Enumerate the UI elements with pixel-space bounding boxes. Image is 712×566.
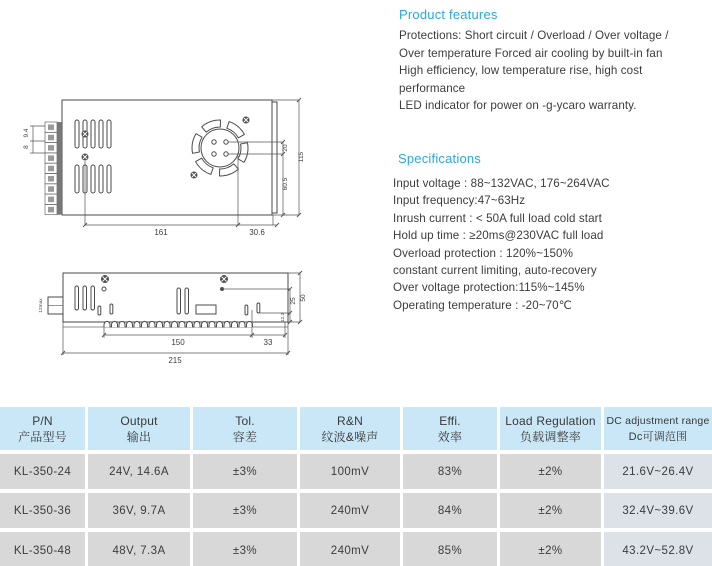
dim-label-30-6: 30.6 [249, 228, 265, 237]
product-features-section [399, 7, 711, 115]
dim-label-50: 50 [300, 294, 307, 302]
feature-line: Protections: Short circuit / Overload / Over voltage / [399, 29, 669, 42]
dim-label-12max: 12max [39, 298, 44, 313]
cell-pn: KL-350-36 [0, 493, 85, 528]
col-header-efficiency: Effi. 效率 [403, 407, 497, 450]
cell-effi: 83% [403, 454, 497, 489]
spec-line: Hold up time : ≥20ms@230VAC full load [393, 229, 604, 243]
cell-effi: 85% [403, 532, 497, 566]
cell-effi: 84% [403, 493, 497, 528]
cell-tol: ±3% [193, 454, 297, 489]
terminal-protrusion [38, 297, 63, 314]
feature-line: LED indicator for power on -g-ycaro warranty. [399, 99, 637, 112]
dim-label-215: 215 [168, 356, 182, 365]
spec-line: Over voltage protection:115%~145% [393, 281, 585, 295]
col-header-load-regulation: Load Regulation 负载调整率 [500, 407, 601, 450]
model-spec-table [0, 407, 712, 566]
dim-label-161: 161 [154, 228, 168, 237]
cell-dc-range: 21.6V~26.4V [604, 454, 712, 489]
dim-label-33: 33 [263, 338, 273, 347]
dim-label-8: 8 [23, 145, 30, 149]
spec-line: Operating temperature : -20~70℃ [393, 298, 572, 312]
spec-line: constant current limiting, auto-recovery [393, 264, 597, 278]
specifications-title: Specifications [398, 151, 482, 166]
dim-label-60-5: 60.5 [282, 177, 289, 191]
dim-label-12-3: 12.3 [281, 312, 286, 323]
cell-ripple: 240mV [300, 532, 400, 566]
side-view-drawing [20, 248, 350, 373]
dim-label-20: 20 [282, 144, 289, 152]
dim-label-150: 150 [171, 338, 185, 347]
col-header-pn: P/N 产品型号 [0, 407, 85, 450]
terminal-block [45, 122, 62, 215]
col-header-ripple-noise: R&N 纹波&噪声 [300, 407, 400, 450]
col-header-tolerance: Tol. 容差 [193, 407, 297, 450]
cell-dc-range: 32.4V~39.6V [604, 493, 712, 528]
col-header-dc-adjust-range: DC adjustment range Dc可调范围 [604, 407, 712, 450]
dim-label-25: 25 [290, 297, 297, 305]
cell-tol: ±3% [193, 532, 297, 566]
spec-line: Input frequency:47~63Hz [393, 194, 526, 208]
feature-line: Over temperature Forced air cooling by built-in fan [399, 46, 663, 60]
cell-ripple: 240mV [300, 493, 400, 528]
dim-label-115: 115 [298, 151, 305, 163]
spec-line: Overload protection : 120%~150% [393, 246, 574, 260]
terminal-dim [23, 126, 45, 153]
spec-line: Input voltage : 88~132VAC, 176~264VAC [393, 177, 610, 190]
cell-loadreg: ±2% [500, 493, 601, 528]
cell-tol: ±3% [193, 493, 297, 528]
feature-line: performance [399, 81, 466, 95]
side-flange [272, 102, 277, 213]
feature-line: High efficiency, low temperature rise, high cost [399, 64, 643, 77]
cell-pn: KL-350-48 [0, 532, 85, 566]
cell-pn: KL-350-24 [0, 454, 85, 489]
chassis-side-outline [63, 273, 288, 322]
cell-dc-range: 43.2V~52.8V [604, 532, 712, 566]
cell-output: 36V, 9.7A [88, 493, 190, 528]
col-header-output: Output 输出 [88, 407, 190, 450]
top-view-drawing [20, 96, 350, 241]
cell-ripple: 100mV [300, 454, 400, 489]
specifications-section [393, 151, 711, 314]
cell-loadreg: ±2% [500, 454, 601, 489]
cell-output: 48V, 7.3A [88, 532, 190, 566]
cell-loadreg: ±2% [500, 532, 601, 566]
spec-line: Inrush current : < 50A full load cold start [393, 211, 602, 225]
product-features-title: Product features [399, 7, 498, 22]
cell-output: 24V, 14.6A [88, 454, 190, 489]
dim-label-9-4: 9.4 [23, 128, 30, 138]
